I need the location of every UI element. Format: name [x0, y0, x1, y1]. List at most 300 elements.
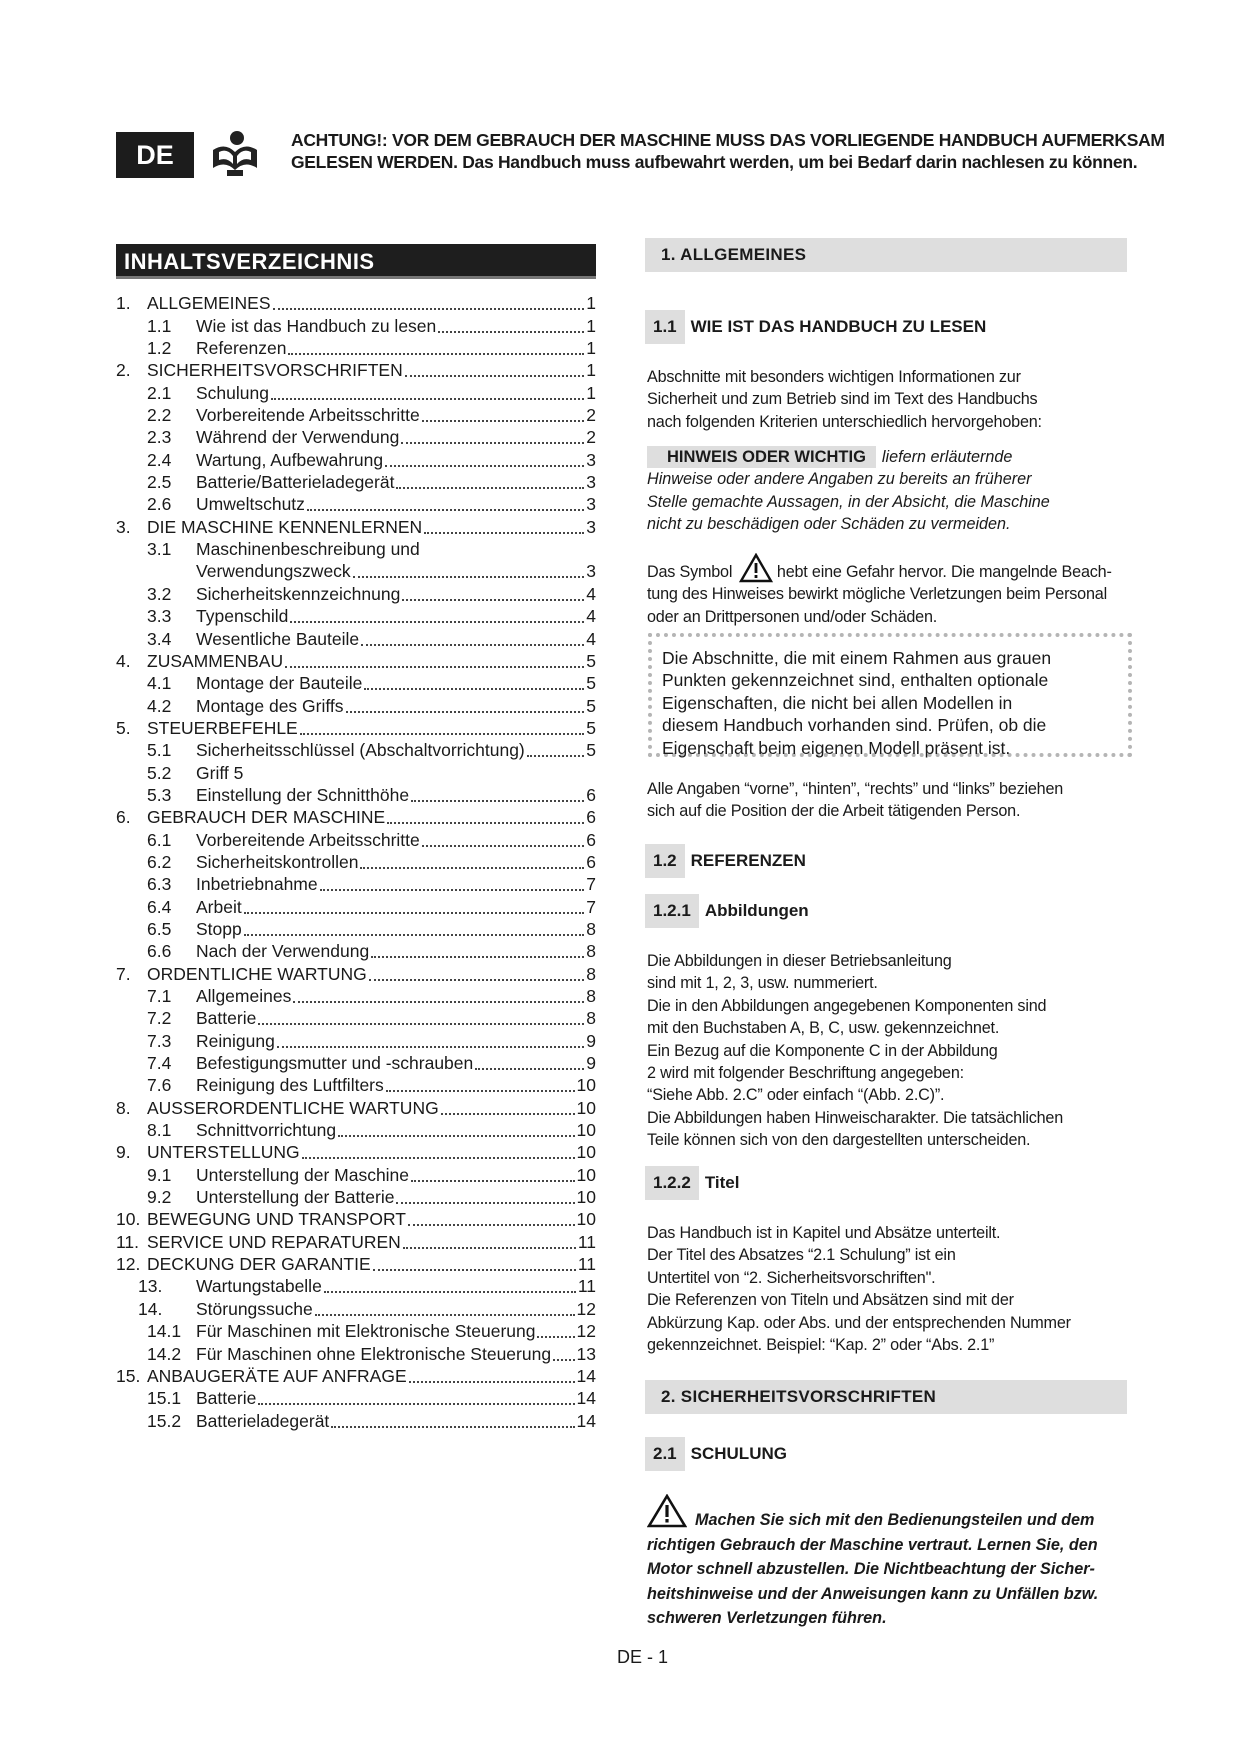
- figures-paragraph: [647, 950, 1127, 1152]
- book-reading-icon: [207, 124, 263, 180]
- toc-leader-dots: [302, 1156, 575, 1159]
- titles-paragraph: [647, 1222, 1127, 1356]
- toc-leader-dots: [527, 754, 585, 757]
- figures-line-7: “Siehe Abb. 2.C” oder einfach “(Abb. 2.C)”.: [647, 1086, 945, 1105]
- toc-row[interactable]: [116, 359, 596, 381]
- toc-page-number: 1: [586, 382, 596, 403]
- toc-row[interactable]: [116, 1387, 596, 1409]
- toc-row[interactable]: [116, 918, 596, 940]
- toc-leader-dots: [346, 710, 585, 713]
- toc-leader-dots: [411, 1179, 575, 1182]
- toc-page-number: 8: [586, 1008, 596, 1029]
- toc-row[interactable]: [116, 1186, 596, 1208]
- toc-leader-dots: [300, 732, 585, 735]
- toc-title: Sicherheitsschlüssel (Abschaltvorrichtung): [196, 740, 525, 761]
- note-line-2: Hinweise oder andere Angaben zu bereits an früherer: [647, 470, 1032, 489]
- toc-title: Montage des Griffs: [196, 695, 344, 716]
- toc-number: 3.: [116, 516, 131, 537]
- toc-leader-dots: [293, 1000, 584, 1003]
- toc-leader-dots: [424, 531, 584, 534]
- toc-number: 6.: [116, 807, 131, 828]
- toc-page-number: 11: [577, 1254, 596, 1275]
- toc-title: ANBAUGERÄTE AUF ANFRAGE: [147, 1365, 407, 1386]
- subsection-1-2-number: 1.2: [645, 844, 685, 878]
- toc-leader-dots: [405, 374, 585, 377]
- toc-number: 7.6: [147, 1075, 172, 1096]
- optional-features-box: [648, 633, 1132, 757]
- subsection-1-1-label: WIE IST DAS HANDBUCH ZU LESEN: [690, 317, 987, 336]
- toc-page-number: 12: [576, 1321, 596, 1342]
- toc-title: Wesentliche Bauteile: [196, 628, 360, 649]
- symbol-line-2: tung des Hinweises bewirkt mögliche Verletzungen beim Personal: [647, 585, 1107, 604]
- toc-row[interactable]: [116, 582, 596, 604]
- toc-number: 14.2: [147, 1343, 182, 1364]
- toc-number: 7.3: [147, 1030, 172, 1051]
- table-of-contents: [116, 292, 596, 1432]
- toc-number: 7.: [116, 963, 131, 984]
- toc-row[interactable]: [116, 873, 596, 895]
- toc-row[interactable]: [116, 381, 596, 403]
- toc-number: 15.2: [147, 1410, 182, 1431]
- toc-page-number: 14: [576, 1365, 596, 1386]
- intro-line-3: nach folgenden Kriterien unterschiedlich hervorgehoben:: [647, 412, 1042, 431]
- toc-row[interactable]: [116, 538, 596, 560]
- titles-line-1: Das Handbuch ist in Kapitel und Absätze unterteilt.: [647, 1224, 1001, 1242]
- toc-leader-dots: [277, 1045, 584, 1048]
- toc-row[interactable]: [116, 806, 596, 828]
- toc-title: Batterie/Batterieladegerät: [196, 472, 395, 493]
- toc-row[interactable]: [116, 1297, 596, 1319]
- toc-title: Während der Verwendung: [196, 427, 400, 448]
- titles-line-3: Untertitel von “2. Sicherheitsvorschriften".: [647, 1268, 936, 1287]
- toc-page-number: 9: [586, 1053, 596, 1074]
- section-1-title: 1. ALLGEMEINES: [645, 238, 1127, 272]
- toc-row[interactable]: [116, 650, 596, 672]
- symbol-line-3: oder an Drittpersonen und/oder Schäden.: [647, 607, 938, 626]
- toc-number: 12.: [116, 1254, 141, 1275]
- toc-row[interactable]: [116, 605, 596, 627]
- note-tag: HINWEIS ODER WICHTIG: [647, 446, 876, 468]
- toc-number: 6.4: [147, 896, 172, 917]
- toc-leader-dots: [273, 307, 585, 310]
- toc-leader-dots: [401, 441, 584, 444]
- header-warning-line1: ACHTUNG!: VOR DEM GEBRAUCH DER MASCHINE MUSS DAS VORLIEGENDE HANDBUCH AUFMERKSAM: [291, 130, 1165, 150]
- titles-line-5: Abkürzung Kap. oder Abs. und der entsprechenden Nummer: [647, 1313, 1071, 1332]
- toc-page-number: 6: [586, 784, 596, 805]
- toc-number: 3.1: [147, 539, 172, 560]
- toc-row[interactable]: [116, 962, 596, 984]
- titles-line-6: gekennzeichnet. Beispiel: “Kap. 2” oder “Abs. 2.1”: [647, 1336, 995, 1355]
- toc-leader-dots: [371, 955, 584, 958]
- toc-leader-dots: [271, 397, 584, 400]
- direction-line-1: Alle Angaben “vorne”, “hinten”, “rechts” und “links” beziehen: [647, 780, 1064, 798]
- toc-number: 8.1: [147, 1120, 172, 1141]
- toc-number: 1.: [116, 293, 131, 314]
- toc-page-number: 3: [586, 516, 596, 537]
- toc-page-number: 1: [586, 293, 596, 314]
- subsection-1-2-1-number: 1.2.1: [645, 894, 699, 928]
- toc-page-number: 10: [576, 1097, 596, 1118]
- note-line-3: Stelle gemachte Aussagen, in der Absicht, die Maschine: [647, 492, 1050, 511]
- toc-number: 8.: [116, 1097, 131, 1118]
- intro-line-1: Abschnitte mit besonders wichtigen Informationen zur: [647, 368, 1021, 386]
- toc-title: Störungssuche: [196, 1298, 313, 1319]
- toc-leader-dots: [369, 978, 585, 981]
- toc-page-number: 10: [576, 1142, 596, 1163]
- toc-title: Sicherheitskennzeichnung: [196, 583, 401, 604]
- toc-row[interactable]: [116, 337, 596, 359]
- toc-row[interactable]: [116, 1119, 596, 1141]
- toc-row[interactable]: [116, 1320, 596, 1342]
- toc-number: 13.: [138, 1276, 163, 1297]
- note-paragraph: [647, 446, 1127, 536]
- toc-title: Für Maschinen ohne Elektronische Steuerung: [196, 1343, 552, 1364]
- toc-title: Einstellung der Schnitthöhe: [196, 784, 410, 805]
- toc-page-number: 10: [576, 1120, 596, 1141]
- subsection-1-2-2-label: Titel: [704, 1173, 740, 1192]
- toc-leader-dots: [408, 1223, 575, 1226]
- toc-heading: INHALTSVERZEICHNIS: [116, 244, 596, 276]
- toc-page-number: 5: [586, 740, 596, 761]
- toc-page-number: 6: [586, 851, 596, 872]
- toc-page-number: 11: [577, 1276, 596, 1297]
- toc-number: 7.4: [147, 1053, 172, 1074]
- toc-leader-dots: [315, 1313, 575, 1316]
- toc-title: ORDENTLICHE WARTUNG: [147, 963, 367, 984]
- toc-title: Wie ist das Handbuch zu lesen: [196, 315, 437, 336]
- language-badge: DE: [116, 132, 194, 178]
- toc-row[interactable]: [116, 895, 596, 917]
- toc-row[interactable]: [116, 784, 596, 806]
- toc-title: Reinigung: [196, 1030, 275, 1051]
- toc-row[interactable]: [116, 1253, 596, 1275]
- toc-title: BEWEGUNG UND TRANSPORT: [147, 1209, 406, 1230]
- direction-line-2: sich auf die Position der die Arbeit tätigenden Person.: [647, 802, 1021, 821]
- toc-page-number: 8: [586, 941, 596, 962]
- toc-page-number: 2: [586, 427, 596, 448]
- toc-leader-dots: [258, 1402, 574, 1405]
- toc-number: 1.1: [147, 315, 172, 336]
- intro-line-2: Sicherheit und zum Betrieb sind im Text des Handbuchs: [647, 390, 1038, 409]
- toc-number: 5.: [116, 717, 131, 738]
- section-2-title: 2. SICHERHEITSVORSCHRIFTEN: [645, 1380, 1127, 1414]
- toc-number: 2.4: [147, 449, 172, 470]
- toc-row[interactable]: [116, 314, 596, 336]
- toc-row[interactable]: [116, 560, 596, 582]
- toc-leader-dots: [386, 1089, 575, 1092]
- toc-row[interactable]: [116, 448, 596, 470]
- toc-row[interactable]: [116, 1409, 596, 1431]
- symbol-paragraph: [647, 553, 1127, 628]
- toc-number: 2.3: [147, 427, 172, 448]
- toc-leader-dots: [288, 352, 584, 355]
- toc-leader-dots: [258, 1022, 584, 1025]
- toc-number: 4.2: [147, 695, 172, 716]
- toc-number: 6.2: [147, 851, 172, 872]
- toc-title: DECKUNG DER GARANTIE: [147, 1254, 371, 1275]
- box-line-2: Punkten gekennzeichnet sind, enthalten optionale: [662, 670, 1049, 691]
- toc-leader-dots: [438, 330, 584, 333]
- toc-row[interactable]: [116, 1163, 596, 1185]
- toc-row[interactable]: [116, 493, 596, 515]
- toc-page-number: 5: [586, 717, 596, 738]
- toc-number: 2.2: [147, 405, 172, 426]
- toc-number: 14.: [138, 1298, 163, 1319]
- toc-number: 10.: [116, 1209, 141, 1230]
- note-line-1: liefern erläuternde: [881, 448, 1013, 466]
- toc-leader-dots: [441, 1112, 575, 1115]
- toc-leader-dots: [244, 911, 585, 914]
- toc-leader-dots: [373, 1268, 576, 1271]
- toc-number: 14.1: [147, 1321, 182, 1342]
- toc-leader-dots: [360, 866, 584, 869]
- figures-line-4: mit den Buchstaben A, B, C, usw. gekennzeichnet.: [647, 1019, 1000, 1038]
- warning-line-1: Machen Sie sich mit den Bedienungsteilen und dem: [695, 1511, 1095, 1529]
- toc-title: Inbetriebnahme: [196, 874, 318, 895]
- toc-number: 7.2: [147, 1008, 172, 1029]
- toc-number: 4.: [116, 650, 131, 671]
- toc-page-number: 8: [586, 963, 596, 984]
- toc-row[interactable]: [116, 471, 596, 493]
- toc-row[interactable]: [116, 404, 596, 426]
- toc-row[interactable]: [116, 761, 596, 783]
- toc-page-number: 7: [586, 896, 596, 917]
- toc-leader-dots: [396, 1201, 574, 1204]
- toc-row[interactable]: [116, 940, 596, 962]
- toc-number: 6.5: [147, 918, 172, 939]
- toc-row[interactable]: [116, 1074, 596, 1096]
- toc-title: AUSSERORDENTLICHE WARTUNG: [147, 1097, 439, 1118]
- toc-leader-dots: [285, 665, 584, 668]
- toc-title: Für Maschinen mit Elektronische Steuerung: [196, 1321, 536, 1342]
- toc-leader-dots: [387, 821, 584, 824]
- box-line-1: Die Abschnitte, die mit einem Rahmen aus grauen: [662, 648, 1052, 668]
- toc-row[interactable]: [116, 851, 596, 873]
- toc-row[interactable]: [116, 1141, 596, 1163]
- toc-page-number: 14: [576, 1388, 596, 1409]
- warning-triangle-icon: [739, 553, 773, 583]
- toc-page-number: 9: [586, 1030, 596, 1051]
- toc-title: Unterstellung der Maschine: [196, 1164, 410, 1185]
- toc-number: 4.1: [147, 673, 172, 694]
- toc-number: 5.2: [147, 762, 172, 783]
- toc-row[interactable]: [116, 1230, 596, 1252]
- toc-title: Batterie: [196, 1388, 257, 1409]
- subsection-2-1-title: [645, 1437, 787, 1471]
- subsection-1-2-1-label: Abbildungen: [704, 901, 809, 920]
- page-number: DE - 1: [617, 1647, 669, 1667]
- toc-title: Vorbereitende Arbeitsschritte: [196, 829, 420, 850]
- training-warning: [647, 1508, 1127, 1631]
- toc-row[interactable]: [116, 515, 596, 537]
- toc-number: 5.1: [147, 740, 172, 761]
- toc-number: 2.5: [147, 472, 172, 493]
- toc-leader-dots: [553, 1358, 574, 1361]
- toc-title: Maschinenbeschreibung und: [196, 539, 420, 560]
- figures-line-3: Die in den Abbildungen angegebenen Komponenten sind: [647, 996, 1047, 1015]
- toc-title: Vorbereitende Arbeitsschritte: [196, 405, 420, 426]
- toc-title: Umweltschutz: [196, 494, 305, 515]
- toc-row[interactable]: [116, 627, 596, 649]
- warning-line-4: heitshinweise und der Anweisungen kann zu Unfällen bzw.: [647, 1584, 1099, 1603]
- box-line-5: Eigenschaft beim eigenen Modell präsent ist.: [662, 737, 1011, 758]
- header-warning: [291, 129, 1191, 173]
- toc-page-number: 3: [586, 494, 596, 515]
- box-line-3: Eigenschaften, die nicht bei allen Modellen in: [662, 692, 1013, 713]
- toc-page-number: 13: [576, 1343, 596, 1364]
- toc-leader-dots: [409, 1380, 575, 1383]
- toc-leader-dots: [364, 687, 584, 690]
- note-line-4: nicht zu beschädigen oder Schäden zu vermeiden.: [647, 515, 1011, 534]
- toc-leader-dots: [353, 575, 585, 578]
- toc-number: 5.3: [147, 784, 172, 805]
- toc-number: 15.: [116, 1365, 141, 1386]
- toc-title: Nach der Verwendung: [196, 941, 370, 962]
- toc-number: 2.: [116, 360, 131, 381]
- toc-row[interactable]: [116, 1096, 596, 1118]
- toc-page-number: 7: [586, 874, 596, 895]
- figures-line-5: Ein Bezug auf die Komponente C in der Abbildung: [647, 1041, 998, 1060]
- toc-leader-dots: [324, 1290, 576, 1293]
- toc-number: 9.1: [147, 1164, 172, 1185]
- toc-leader-dots: [338, 1134, 574, 1137]
- subsection-1-2-2-title: [645, 1166, 739, 1200]
- toc-number: 2.1: [147, 382, 172, 403]
- toc-title: ZUSAMMENBAU: [147, 650, 284, 671]
- toc-page-number: 4: [586, 606, 596, 627]
- toc-title: Schulung: [196, 382, 269, 403]
- subsection-1-2-title: [645, 844, 806, 878]
- toc-title: Wartung, Aufbewahrung: [196, 449, 384, 470]
- intro-paragraph: [647, 366, 1127, 433]
- toc-page-number: 3: [586, 561, 596, 582]
- toc-number: 9.2: [147, 1187, 172, 1208]
- toc-row[interactable]: [116, 1275, 596, 1297]
- toc-title: Griff 5: [196, 762, 244, 783]
- toc-number: 11.: [116, 1231, 140, 1252]
- toc-row[interactable]: [116, 1365, 596, 1387]
- toc-page-number: 6: [586, 829, 596, 850]
- toc-row[interactable]: [116, 292, 596, 314]
- toc-number: 6.6: [147, 941, 172, 962]
- toc-title: Sicherheitskontrollen: [196, 851, 359, 872]
- direction-paragraph: [647, 778, 1127, 823]
- toc-title: Batterieladegerät: [196, 1410, 330, 1431]
- toc-leader-dots: [290, 620, 584, 623]
- symbol-line-1b: hebt eine Gefahr hervor. Die mangelnde Beach-: [776, 563, 1112, 581]
- toc-number: 1.2: [147, 338, 172, 359]
- toc-row[interactable]: [116, 1208, 596, 1230]
- toc-title: SERVICE UND REPARATUREN: [147, 1231, 401, 1252]
- subsection-1-2-2-number: 1.2.2: [645, 1166, 699, 1200]
- toc-title: Montage der Bauteile: [196, 673, 363, 694]
- toc-number: 15.1: [147, 1388, 182, 1409]
- toc-title: Referenzen: [196, 338, 287, 359]
- toc-title: Befestigungsmutter und -schrauben: [196, 1053, 474, 1074]
- warning-line-3: Motor schnell abzustellen. Die Nichtbeachtung der Sicher-: [647, 1560, 1095, 1578]
- figures-line-9: Teile können sich von den dargestellten unterscheiden.: [647, 1131, 1031, 1150]
- toc-page-number: 12: [576, 1298, 596, 1319]
- toc-title: STEUERBEFEHLE: [147, 717, 298, 738]
- toc-row[interactable]: [116, 717, 596, 739]
- toc-leader-dots: [403, 1246, 576, 1249]
- toc-page-number: 10: [576, 1075, 596, 1096]
- toc-leader-dots: [307, 508, 584, 511]
- header-warning-line2: GELESEN WERDEN. Das Handbuch muss aufbewahrt werden, um bei Bedarf darin nachlesen zu können.: [291, 152, 1138, 172]
- toc-leader-dots: [422, 844, 585, 847]
- toc-row[interactable]: [116, 739, 596, 761]
- toc-title: Allgemeines: [196, 986, 292, 1006]
- toc-page-number: 5: [586, 673, 596, 694]
- toc-page-number: 1: [586, 315, 596, 336]
- toc-number: 6.1: [147, 829, 172, 850]
- toc-page-number: 4: [586, 583, 596, 604]
- toc-number: 6.3: [147, 874, 172, 895]
- figures-line-2: sind mit 1, 2, 3, usw. nummeriert.: [647, 974, 878, 993]
- box-line-4: diesem Handbuch vorhanden sind. Prüfen, ob die: [662, 715, 1047, 736]
- subsection-1-2-1-title: [645, 894, 809, 928]
- toc-row[interactable]: [116, 1029, 596, 1051]
- toc-row[interactable]: [116, 1007, 596, 1029]
- subsection-1-2-label: REFERENZEN: [690, 851, 806, 870]
- toc-row[interactable]: [116, 1052, 596, 1074]
- toc-title: Typenschild: [196, 606, 289, 627]
- toc-page-number: 6: [586, 807, 596, 828]
- toc-page-number: 3: [586, 472, 596, 493]
- toc-leader-dots: [402, 598, 584, 601]
- toc-page-number: 3: [586, 449, 596, 470]
- toc-page-number: 10: [576, 1209, 596, 1230]
- figures-line-1: Die Abbildungen in dieser Betriebsanleitung: [647, 952, 952, 970]
- toc-page-number: 2: [586, 405, 596, 426]
- toc-leader-dots: [331, 1425, 574, 1428]
- subsection-2-1-number: 2.1: [645, 1437, 685, 1471]
- toc-number: 7.1: [147, 986, 172, 1006]
- subsection-1-1-title: [645, 310, 986, 344]
- toc-title: Arbeit: [196, 896, 242, 917]
- toc-number: 9.: [116, 1142, 131, 1163]
- toc-title: Reinigung des Luftfilters: [196, 1075, 384, 1096]
- toc-title: DIE MASCHINE KENNENLERNEN: [147, 516, 423, 537]
- toc-leader-dots: [422, 419, 585, 422]
- warning-line-2: richtigen Gebrauch der Maschine vertraut. Lernen Sie, den: [647, 1535, 1098, 1554]
- toc-title: Wartungstabelle: [196, 1276, 322, 1297]
- warning-line-5: schweren Verletzungen führen.: [647, 1609, 887, 1627]
- toc-row[interactable]: [116, 1342, 596, 1364]
- toc-title: ALLGEMEINES: [147, 293, 271, 314]
- toc-page-number: 8: [586, 918, 596, 939]
- toc-page-number: 5: [586, 650, 596, 671]
- toc-number: 3.2: [147, 583, 172, 604]
- toc-title: Verwendungszweck: [196, 561, 351, 582]
- figures-line-8: Die Abbildungen haben Hinweischarakter. Die tatsächlichen: [647, 1108, 1064, 1127]
- toc-leader-dots: [244, 933, 585, 936]
- toc-row[interactable]: [116, 985, 596, 1007]
- toc-row[interactable]: [116, 672, 596, 694]
- titles-line-4: Die Referenzen von Titeln und Absätzen sind mit der: [647, 1291, 1014, 1310]
- toc-row[interactable]: [116, 828, 596, 850]
- toc-row[interactable]: [116, 426, 596, 448]
- toc-leader-dots: [475, 1067, 584, 1070]
- subsection-2-1-label: SCHULUNG: [690, 1444, 787, 1463]
- toc-row[interactable]: [116, 694, 596, 716]
- toc-number: 3.4: [147, 628, 172, 649]
- toc-leader-dots: [537, 1335, 574, 1338]
- toc-page-number: 10: [576, 1187, 596, 1208]
- toc-page-number: 11: [577, 1231, 596, 1252]
- toc-page-number: 14: [576, 1410, 596, 1431]
- toc-title: Stopp: [196, 918, 242, 939]
